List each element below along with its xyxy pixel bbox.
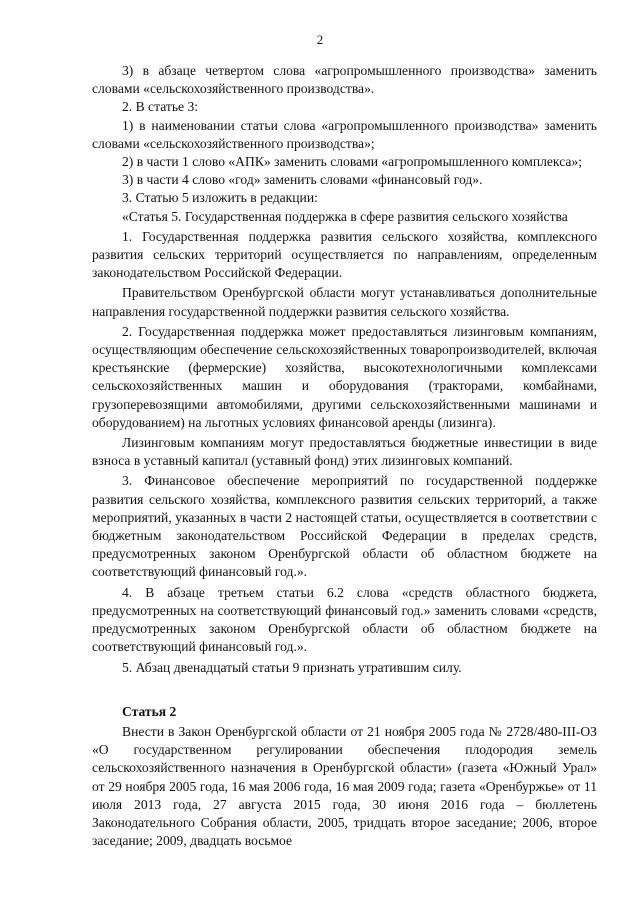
paragraph: 5. Абзац двенадцатый статьи 9 признать утратившим силу. (122, 659, 462, 675)
article-text: Внести в Закон Оренбургской области от 21 ноября 2005 года № 2728/480-III-ОЗ «О государственном регулировании обеспечения плодородия земель сельскохозяйственного назначения в Оренбургской области» (газета «Южный Урал» от 29 ноября 2005 года, 16 мая 2006 года, 16 мая 2009 года; газета «Оренбуржье» от 11 июля 2013 года, 27 августа 2015 года, 30 июня 2016 года – бюллетень Законодательного Собрания области, 2005, тридцать второе заседание; 2006, второе заседание; 2009, двадцать восьмое (92, 723, 597, 849)
paragraph: 3) в части 4 слово «год» заменить словами «финансовый год». (122, 172, 483, 188)
paragraph: 2. В статье 3: (122, 99, 199, 115)
article-heading: Статья 2 (122, 703, 177, 719)
paragraph: 1. Государственная поддержка развития сельского хозяйства, комплексного развития сельских территорий осуществляется по направлениям, определенным законодательством Российской Федерации. (92, 228, 597, 281)
paragraph: Правительством Оренбургской области могут устанавливаться дополнительные направления государственной поддержки развития сельского хозяйства. (92, 285, 597, 319)
paragraph: 2. Государственная поддержка может предоставляться лизинговым компаниям, осуществляющим обеспечение сельскохозяйственных товаропроизводителей, включая крестьянские (фермерские) хозяйства, высокотехнологичными комплексами сельскохозяйственных машин и оборудования (тракторами, комбайнами, грузоперевозящими автомобилями, другими сельскохозяйственными машинами и оборудованием) на льготных условиях финансовой аренды (лизинга). (92, 323, 597, 430)
paragraph: «Статья 5. Государственная поддержка в сфере развития сельского хозяйства (122, 208, 568, 224)
page-number: 2 (316, 32, 324, 47)
paragraph: 3) в абзаце четвертом слова «агропромышленного производства» заменить словами «сельскохозяйственного производства». (92, 63, 597, 97)
paragraph: 3. Финансовое обеспечение мероприятий по государственной поддержке развития сельского хозяйства, комплексного развития сельских территорий, а также мероприятий, указанных в части 2 настоящей статьи, осуществляется в соответствии с бюджетным законодательством Российской Федерации в пределах средств, предусмотренных законом Оренбургской области об областном бюджете на соответствующий финансовый год.». (92, 473, 597, 580)
paragraph: 2) в части 1 слово «АПК» заменить словами «агропромышленного комплекса»; (122, 154, 582, 170)
paragraph: 1) в наименовании статьи слова «агропромышленного производства» заменить словами «сельскохозяйственного производства»; (92, 117, 597, 151)
document-body (92, 62, 597, 850)
paragraph: Лизинговым компаниям могут предоставляться бюджетные инвестиции в виде взноса в уставный капитал (уставный фонд) этих лизинговых компаний. (92, 435, 597, 469)
paragraph: 3. Статью 5 изложить в редакции: (122, 190, 318, 206)
paragraph: 4. В абзаце третьем статьи 6.2 слова «средств областного бюджета, предусмотренных на соответствующий финансовый год.» заменить словами «средств, предусмотренных законом Оренбургской области об областном бюджете на соответствующий финансовый год.». (92, 584, 597, 655)
